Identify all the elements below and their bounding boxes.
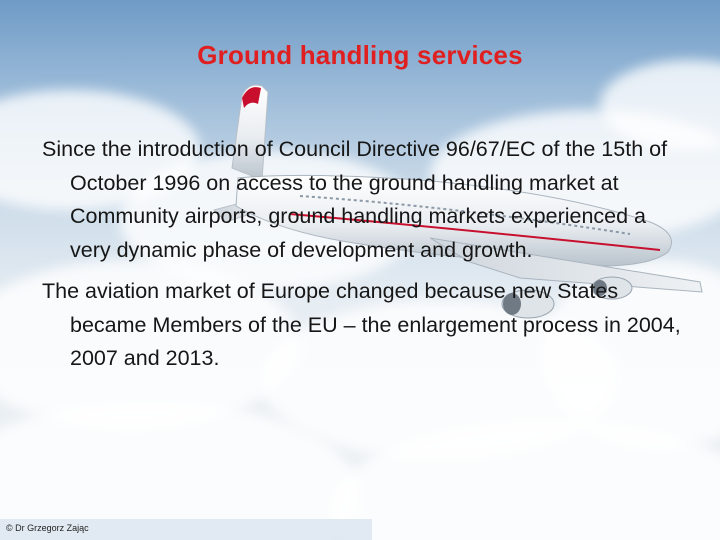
paragraph-1: Since the introduction of Council Directive 96/67/EC of the 15th of October 1996 on access to the ground handling market at Community airports, ground handling markets experienced a very dynamic phase of development and growth. bbox=[42, 137, 668, 262]
slide-body bbox=[42, 133, 682, 384]
slide-title: Ground handling services bbox=[197, 40, 523, 70]
paragraph-2: The aviation market of Europe changed because new States became Members of the EU – the enlargement process in 2004, 2007 and 2013. bbox=[42, 279, 681, 370]
footer-copyright: © Dr Grzegorz Zając bbox=[6, 523, 89, 533]
